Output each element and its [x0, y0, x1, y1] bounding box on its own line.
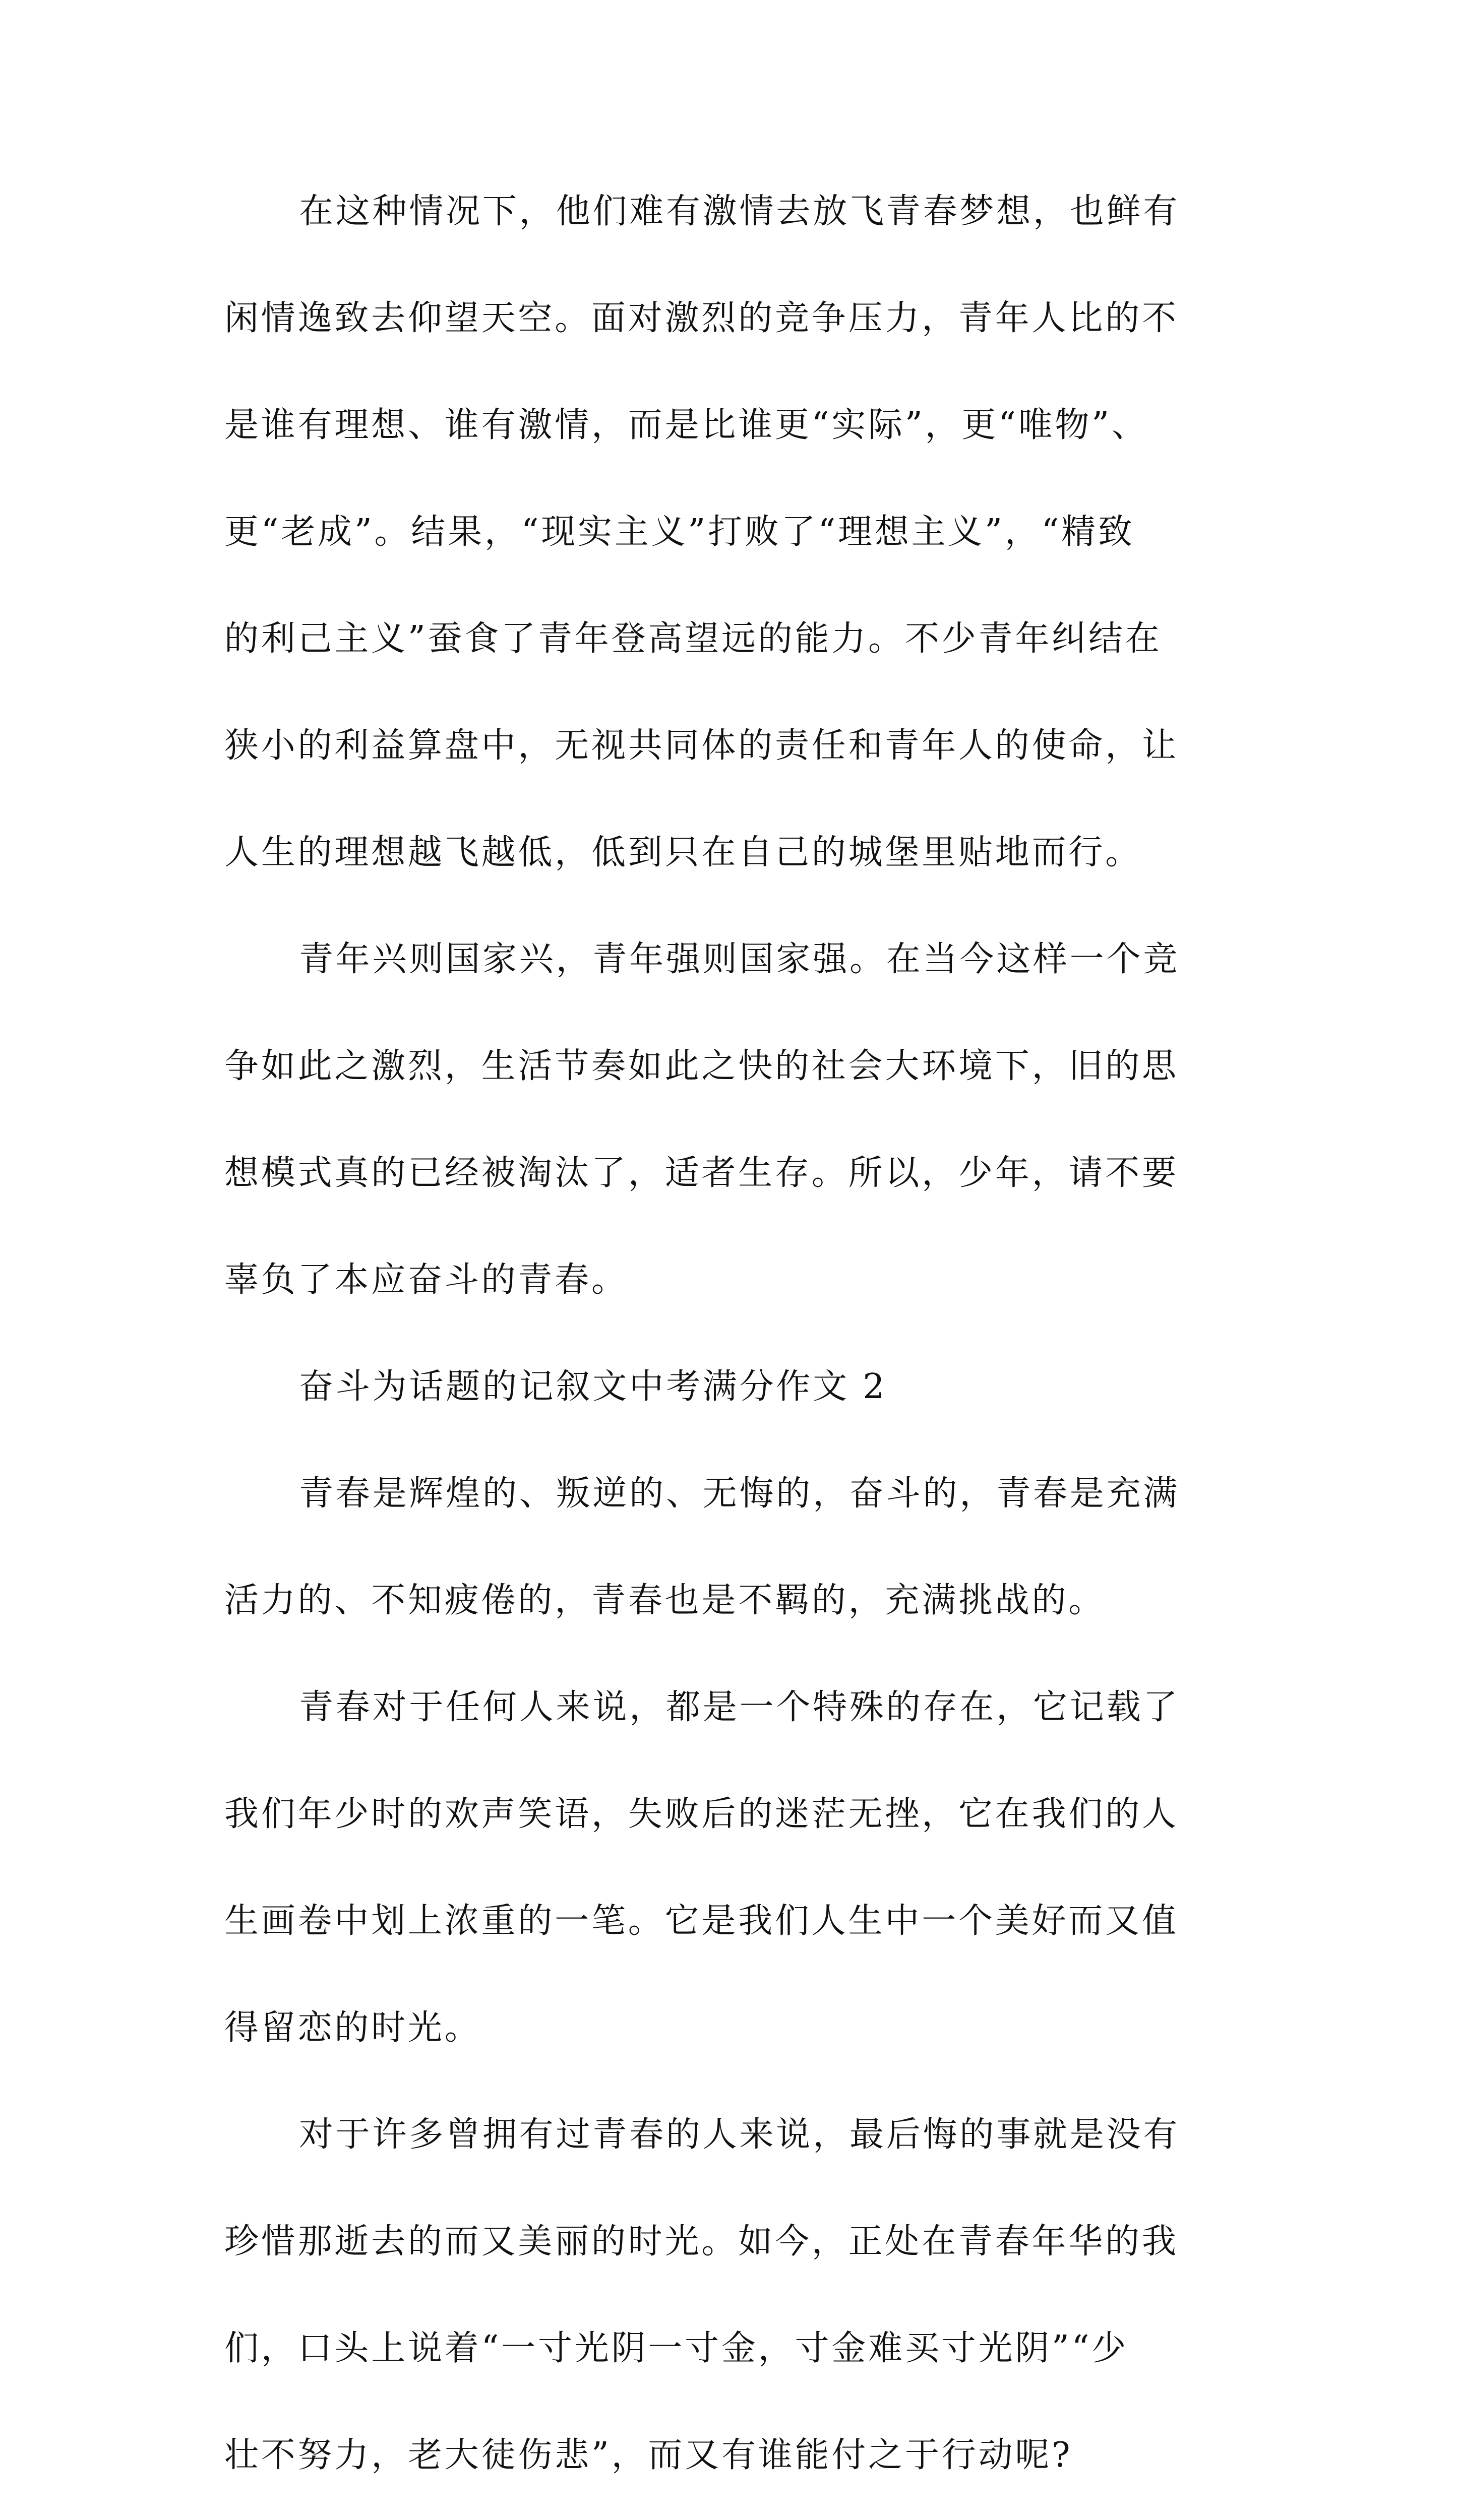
text-line: 珍惜那逝去的而又美丽的时光。如今，正处在青春年华的我 — [224, 2222, 1179, 2261]
text-line: 更“老成”。结果，“现实主义”打败了“理想主义”，“精致 — [224, 512, 1135, 552]
document-body — [224, 186, 1253, 2520]
text-line: 生画卷中划上浓重的一笔。它是我们人生中一个美好而又值 — [224, 1901, 1179, 1941]
text-line: 闲情逸致去仰望天空。面对激烈的竞争压力，青年人比的不 — [224, 298, 1179, 338]
text-line: 想模式真的已经被淘汰了，适者生存。所以，少年，请不要 — [224, 1153, 1179, 1193]
text-line: 青春是辉煌的、叛逆的、无悔的，奋斗的，青春是充满 — [299, 1474, 1180, 1514]
text-line: 得留恋的时光。 — [224, 2008, 481, 2048]
text-line: 人生的理想越飞越低，低到只在自己的城堡里贴地而行。 — [224, 833, 1142, 872]
section-heading: 奋斗为话题的记叙文中考满分作文 2 — [299, 1367, 887, 1407]
text-line: 壮不努力，老大徒伤悲”，而又有谁能付之于行动呢? — [224, 2435, 1073, 2475]
text-line: 在这种情况下，他们难有激情去放飞青春梦想，也鲜有 — [299, 192, 1180, 231]
text-line: 活力的、不知疲倦的，青春也是不羁的，充满挑战的。 — [224, 1581, 1106, 1620]
text-line: 争如此之激烈，生活节奏如此之快的社会大环境下，旧的思 — [224, 1046, 1179, 1086]
text-line: 我们年少时的欢声笑语，失败后的迷茫无挫，它在我们的人 — [224, 1794, 1179, 1834]
text-line: 的利己主义”蚕食了青年登高望远的能力。不少青年纠结在 — [224, 619, 1162, 659]
text-line: 对于许多曾拥有过青春的人来说，最后悔的事就是没有 — [299, 2115, 1180, 2155]
text-line: 青年兴则国家兴，青年强则国家强。在当今这样一个竞 — [299, 939, 1180, 979]
text-line: 们，口头上说着“一寸光阴一寸金，寸金难买寸光阴”“少 — [224, 2328, 1129, 2368]
text-line: 青春对于任何人来说，都是一个特殊的存在，它记载了 — [299, 1687, 1180, 1727]
text-line: 是谁有理想、谁有激情，而是比谁更“实际”，更“唯物”、 — [224, 405, 1148, 445]
text-line: 辜负了本应奋斗的青春。 — [224, 1260, 628, 1300]
text-line: 狭小的利益算盘中，无视共同体的责任和青年人的使命，让 — [224, 726, 1179, 766]
